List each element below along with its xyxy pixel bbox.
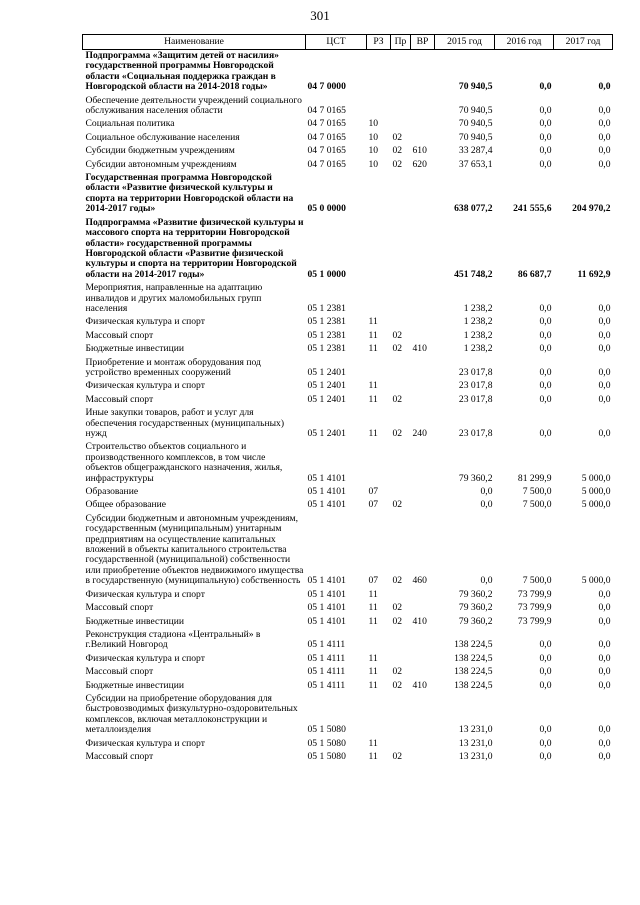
row-cst: 05 1 4101 — [307, 588, 346, 600]
row-value-2016: 0,0 — [539, 343, 552, 355]
row-vr — [411, 441, 435, 486]
row-cst: 04 7 0165 — [307, 131, 346, 143]
table-row — [83, 343, 613, 356]
table-row — [83, 738, 613, 751]
row-name: Физическая культура и спорт — [85, 380, 205, 392]
row-value-2017: 0,0 — [598, 366, 611, 378]
row-rz: 11 — [368, 393, 378, 405]
row-cst: 05 1 2381 — [307, 329, 346, 341]
row-name: Массовый спорт — [85, 329, 154, 341]
row-value-2016: 73 799,9 — [517, 615, 552, 627]
table-row — [83, 499, 613, 512]
row-cst: 05 1 0000 — [307, 268, 346, 280]
table-row — [83, 513, 613, 589]
row-name: Физическая культура и спорт — [85, 652, 205, 664]
row-cst: 05 1 5080 — [307, 750, 346, 762]
row-vr — [411, 132, 435, 145]
row-rz: 07 — [368, 486, 379, 498]
row-value-2017: 0,0 — [598, 118, 611, 130]
row-pr — [391, 357, 411, 381]
row-value-2015: 138 224,5 — [454, 679, 493, 691]
row-value-2016: 0,0 — [539, 393, 552, 405]
header-rz: РЗ — [367, 35, 391, 50]
row-value-2015: 33 287,4 — [458, 145, 493, 157]
row-rz: 10 — [368, 131, 379, 143]
table-row — [83, 118, 613, 131]
row-value-2015: 23 017,8 — [458, 393, 493, 405]
row-pr — [391, 50, 411, 95]
row-value-2017: 0,0 — [598, 679, 611, 691]
row-name: Субсидии бюджетным учреждениям — [85, 145, 235, 157]
row-value-2016: 0,0 — [539, 105, 552, 117]
row-value-2015: 37 653,1 — [458, 158, 493, 170]
header-2015: 2015 год — [435, 35, 495, 50]
row-pr — [391, 653, 411, 666]
row-value-2016: 81 299,9 — [517, 472, 552, 484]
table-row — [83, 282, 613, 316]
row-value-2016: 0,0 — [539, 750, 552, 762]
row-value-2017: 0,0 — [598, 615, 611, 627]
row-pr — [391, 486, 411, 499]
row-value-2016: 0,0 — [539, 316, 552, 328]
row-rz: 11 — [368, 602, 378, 614]
row-pr: 02 — [392, 602, 403, 614]
row-value-2016: 0,0 — [539, 329, 552, 341]
row-pr: 02 — [392, 158, 403, 170]
row-vr — [411, 50, 435, 95]
row-name: Государственная программа Новгородской области «Развитие физической культуры и спорта на территории Новгородской области на 2014-2017 годы» — [85, 172, 294, 215]
row-name: Приобретение и монтаж оборудования под устройство временных сооружений — [85, 356, 261, 378]
row-cst: 05 1 2381 — [307, 316, 346, 328]
row-name: Массовый спорт — [85, 750, 154, 762]
row-value-2017: 0,0 — [598, 724, 611, 736]
row-vr — [411, 653, 435, 666]
row-value-2017: 0,0 — [598, 145, 611, 157]
row-name: Общее образование — [85, 499, 167, 511]
row-cst: 05 1 4111 — [307, 666, 346, 678]
row-value-2017: 0,0 — [598, 639, 611, 651]
row-value-2015: 13 231,0 — [458, 737, 493, 749]
row-cst: 05 1 4111 — [307, 652, 346, 664]
row-value-2017: 0,0 — [598, 393, 611, 405]
row-rz: 11 — [368, 588, 378, 600]
row-value-2017: 0,0 — [598, 329, 611, 341]
row-value-2016: 7 500,0 — [522, 499, 552, 511]
table-row — [83, 486, 613, 499]
row-value-2017: 0,0 — [598, 343, 611, 355]
row-rz: 11 — [368, 615, 378, 627]
row-value-2017: 5 000,0 — [581, 486, 611, 498]
row-vr: 410 — [412, 343, 427, 355]
row-vr — [411, 217, 435, 282]
row-value-2017: 0,0 — [598, 666, 611, 678]
row-value-2017: 0,0 — [598, 652, 611, 664]
row-name: Социальное обслуживание населения — [85, 131, 240, 143]
table-row — [83, 217, 613, 282]
table-row — [83, 602, 613, 615]
row-rz: 11 — [368, 428, 378, 439]
row-name: Бюджетные инвестиции — [85, 679, 184, 691]
row-vr — [411, 380, 435, 393]
row-rz: 11 — [368, 380, 378, 392]
row-value-2015: 23 017,8 — [458, 428, 493, 439]
table-body — [83, 50, 613, 765]
row-cst: 05 1 4111 — [307, 639, 346, 651]
table-row — [83, 589, 613, 602]
row-value-2015: 79 360,2 — [458, 615, 493, 627]
row-vr — [411, 738, 435, 751]
row-name: Субсидии бюджетным и автономным учреждениям, государственным (муниципальным) унитарным предприятиям на осуществление капитальных вложений в объекты капитального строительства государственной (муниципальной) собственности или приобретение объектов недвижимого имущества в государственную (муниципальную) собственность — [85, 512, 304, 587]
row-value-2016: 7 500,0 — [522, 486, 552, 498]
row-value-2015: 70 940,5 — [458, 81, 493, 93]
row-vr: 610 — [412, 145, 427, 157]
row-vr — [411, 666, 435, 679]
row-name: Массовый спорт — [85, 666, 154, 678]
row-value-2017: 0,0 — [598, 428, 611, 439]
header-pr: Пр — [391, 35, 411, 50]
row-name: Подпрограмма «Защитим детей от насилия» государственной программы Новгородской области «Социальная поддержка граждан в Новгородской области на 2014-2018 годы» — [85, 50, 279, 93]
row-value-2017: 204 970,2 — [572, 203, 611, 215]
row-value-2016: 0,0 — [539, 366, 552, 378]
row-rz — [367, 629, 391, 653]
row-name: Бюджетные инвестиции — [85, 615, 184, 627]
row-pr: 02 — [392, 679, 403, 691]
row-value-2015: 79 360,2 — [458, 602, 493, 614]
row-pr — [391, 217, 411, 282]
table-row — [83, 680, 613, 693]
row-vr — [411, 629, 435, 653]
row-name: Физическая культура и спорт — [85, 588, 205, 600]
row-pr — [391, 693, 411, 738]
row-vr — [411, 330, 435, 343]
row-name: Бюджетные инвестиции — [85, 343, 184, 355]
row-cst: 05 1 4101 — [307, 615, 346, 627]
header-2017: 2017 год — [554, 35, 613, 50]
row-pr: 02 — [392, 615, 403, 627]
row-value-2017: 0,0 — [598, 588, 611, 600]
row-value-2017: 5 000,0 — [581, 499, 611, 511]
row-rz: 11 — [368, 750, 378, 762]
row-value-2015: 0,0 — [480, 575, 493, 587]
row-value-2016: 86 687,7 — [517, 268, 552, 280]
row-value-2015: 23 017,8 — [458, 380, 493, 392]
row-pr — [391, 738, 411, 751]
row-value-2015: 138 224,5 — [454, 652, 493, 664]
budget-table — [82, 34, 613, 764]
row-pr — [391, 95, 411, 119]
row-pr: 02 — [392, 575, 403, 587]
row-value-2016: 0,0 — [539, 428, 552, 439]
row-rz: 07 — [368, 575, 379, 587]
row-value-2015: 13 231,0 — [458, 750, 493, 762]
row-vr — [411, 693, 435, 738]
row-vr: 410 — [412, 615, 427, 627]
row-name: Физическая культура и спорт — [85, 737, 205, 749]
row-rz: 11 — [368, 679, 378, 691]
row-cst: 04 7 0165 — [307, 158, 346, 170]
table-row — [83, 407, 613, 441]
row-value-2016: 0,0 — [539, 737, 552, 749]
row-vr — [411, 316, 435, 329]
row-pr: 02 — [392, 428, 403, 439]
row-value-2016: 0,0 — [539, 666, 552, 678]
row-vr: 620 — [412, 158, 427, 170]
row-rz: 11 — [368, 329, 378, 341]
row-vr — [411, 357, 435, 381]
row-value-2015: 638 077,2 — [454, 203, 493, 215]
row-pr: 02 — [392, 343, 403, 355]
row-name: Мероприятия, направленные на адаптацию инвалидов и других маломобильных групп населения — [85, 282, 263, 314]
row-name: Строительство объектов социального и производственного комплексов, в том числе объектов общегражданского назначения, жилья, инфраструктуры — [85, 441, 283, 484]
row-cst: 05 1 2401 — [307, 428, 346, 439]
header-vr: ВР — [411, 35, 435, 50]
row-cst: 04 7 0165 — [307, 145, 346, 157]
row-value-2016: 0,0 — [539, 81, 552, 93]
table-row — [83, 380, 613, 393]
row-value-2017: 0,0 — [598, 316, 611, 328]
row-name: Реконструкция стадиона «Центральный» в г.Великий Новгород — [85, 628, 261, 651]
row-cst: 05 1 5080 — [307, 724, 346, 736]
row-name: Подпрограмма «Развитие физической культуры и массового спорта на территории Новгородской области» государственной программы Новгородской области «Развитие физической культуры и спорта на территории Новгородской области на 2014-2017 годы» — [85, 216, 304, 280]
row-value-2017: 0,0 — [598, 737, 611, 749]
row-name: Субсидии автономным учреждениям — [85, 158, 237, 170]
row-value-2016: 0,0 — [539, 118, 552, 130]
row-pr — [391, 118, 411, 131]
table-row — [83, 693, 613, 738]
row-vr — [411, 394, 435, 407]
row-rz — [367, 441, 391, 486]
row-value-2016: 0,0 — [539, 724, 552, 736]
row-rz — [367, 172, 391, 217]
table-row — [83, 145, 613, 158]
table-row — [83, 132, 613, 145]
row-pr — [391, 172, 411, 217]
table-row — [83, 330, 613, 343]
row-value-2017: 0,0 — [598, 158, 611, 170]
row-value-2016: 0,0 — [539, 679, 552, 691]
row-name: Массовый спорт — [85, 602, 154, 614]
row-value-2016: 0,0 — [539, 158, 552, 170]
row-rz: 11 — [368, 737, 378, 749]
row-rz — [367, 282, 391, 316]
row-value-2015: 13 231,0 — [458, 724, 493, 736]
table-row — [83, 172, 613, 217]
row-name: Обеспечение деятельности учреждений социального обслуживания населения области — [85, 94, 302, 117]
row-value-2016: 0,0 — [539, 302, 552, 314]
row-name: Образование — [85, 486, 139, 498]
table-row — [83, 394, 613, 407]
row-value-2017: 0,0 — [598, 380, 611, 392]
row-value-2017: 11 692,9 — [577, 268, 611, 280]
row-value-2015: 1 238,2 — [463, 302, 493, 314]
row-name: Массовый спорт — [85, 393, 154, 405]
header-2016: 2016 год — [495, 35, 554, 50]
row-value-2015: 79 360,2 — [458, 588, 493, 600]
row-value-2016: 73 799,9 — [517, 602, 552, 614]
row-value-2015: 1 238,2 — [463, 343, 493, 355]
row-vr — [411, 602, 435, 615]
row-pr: 02 — [392, 131, 403, 143]
table-row — [83, 653, 613, 666]
row-rz — [367, 693, 391, 738]
row-value-2017: 0,0 — [598, 81, 611, 93]
row-value-2015: 70 940,5 — [458, 131, 493, 143]
row-pr — [391, 316, 411, 329]
row-cst: 05 1 4101 — [307, 575, 346, 587]
table-row — [83, 159, 613, 172]
row-pr: 02 — [392, 393, 403, 405]
row-value-2017: 0,0 — [598, 602, 611, 614]
row-value-2016: 0,0 — [539, 145, 552, 157]
row-value-2015: 70 940,5 — [458, 118, 493, 130]
row-vr: 240 — [412, 428, 427, 439]
row-rz: 11 — [368, 652, 378, 664]
row-value-2017: 0,0 — [598, 302, 611, 314]
header-name: Наименование — [83, 35, 306, 50]
row-name: Физическая культура и спорт — [85, 316, 205, 328]
row-value-2015: 0,0 — [480, 486, 493, 498]
row-pr — [391, 441, 411, 486]
row-cst: 05 1 4111 — [307, 679, 346, 691]
row-vr — [411, 118, 435, 131]
row-vr: 460 — [412, 575, 427, 587]
row-value-2017: 0,0 — [598, 750, 611, 762]
row-value-2015: 0,0 — [480, 499, 493, 511]
row-value-2017: 0,0 — [598, 131, 611, 143]
table-row — [83, 50, 613, 95]
row-cst: 04 7 0165 — [307, 105, 346, 117]
row-cst: 04 7 0165 — [307, 118, 346, 130]
row-rz: 10 — [368, 118, 379, 130]
row-pr: 02 — [392, 499, 403, 511]
row-rz: 10 — [368, 145, 379, 157]
row-name: Социальная политика — [85, 118, 175, 130]
row-value-2015: 138 224,5 — [454, 666, 493, 678]
table-row — [83, 316, 613, 329]
row-vr — [411, 172, 435, 217]
row-rz — [367, 95, 391, 119]
table-row — [83, 666, 613, 679]
row-cst: 05 1 2381 — [307, 302, 346, 314]
row-value-2016: 0,0 — [539, 652, 552, 664]
row-vr — [411, 486, 435, 499]
row-vr — [411, 751, 435, 764]
header-cst: ЦСТ — [306, 35, 367, 50]
row-vr — [411, 589, 435, 602]
row-value-2016: 0,0 — [539, 639, 552, 651]
page-number: 301 — [310, 8, 330, 23]
row-vr — [411, 95, 435, 119]
table-row — [83, 441, 613, 486]
row-cst: 05 0 0000 — [307, 203, 346, 215]
row-pr — [391, 629, 411, 653]
row-cst: 05 1 5080 — [307, 737, 346, 749]
row-vr — [411, 499, 435, 512]
row-rz: 07 — [368, 499, 379, 511]
row-rz — [367, 217, 391, 282]
row-rz: 11 — [368, 666, 378, 678]
row-cst: 05 1 2381 — [307, 343, 346, 355]
row-name: Иные закупки товаров, работ и услуг для обеспечения государственных (муниципальных) нужд — [85, 407, 285, 439]
row-pr: 02 — [392, 329, 403, 341]
row-pr: 02 — [392, 145, 403, 157]
row-value-2017: 5 000,0 — [581, 575, 611, 587]
row-value-2016: 241 555,6 — [513, 203, 552, 215]
table-row — [83, 629, 613, 653]
row-rz — [367, 357, 391, 381]
row-cst: 05 1 4101 — [307, 602, 346, 614]
table-row — [83, 357, 613, 381]
table-header-row — [83, 35, 613, 50]
row-cst: 05 1 4101 — [307, 486, 346, 498]
row-vr — [411, 282, 435, 316]
row-cst: 04 7 0000 — [307, 81, 346, 93]
row-value-2017: 0,0 — [598, 105, 611, 117]
table-row — [83, 616, 613, 629]
row-value-2015: 1 238,2 — [463, 329, 493, 341]
row-value-2016: 0,0 — [539, 380, 552, 392]
row-pr — [391, 282, 411, 316]
row-value-2016: 7 500,0 — [522, 575, 552, 587]
row-vr: 410 — [412, 679, 427, 691]
row-rz: 11 — [368, 343, 378, 355]
row-value-2015: 79 360,2 — [458, 472, 493, 484]
table-row — [83, 751, 613, 764]
table-row — [83, 95, 613, 119]
row-rz — [367, 50, 391, 95]
row-value-2015: 138 224,5 — [454, 639, 493, 651]
row-cst: 05 1 4101 — [307, 472, 346, 484]
row-value-2016: 73 799,9 — [517, 588, 552, 600]
row-value-2015: 451 748,2 — [454, 268, 493, 280]
row-value-2015: 70 940,5 — [458, 105, 493, 117]
row-rz: 10 — [368, 158, 379, 170]
row-pr: 02 — [392, 666, 403, 678]
row-pr: 02 — [392, 750, 403, 762]
row-value-2016: 0,0 — [539, 131, 552, 143]
row-value-2015: 1 238,2 — [463, 316, 493, 328]
row-value-2015: 23 017,8 — [458, 366, 493, 378]
row-name: Субсидии на приобретение оборудования для быстровозводимых физкультурно-оздоровительных комплексов, включая металлоконструкции и металлоизделия — [85, 692, 298, 736]
row-pr — [391, 589, 411, 602]
row-pr — [391, 380, 411, 393]
row-cst: 05 1 2401 — [307, 366, 346, 378]
row-cst: 05 1 4101 — [307, 499, 346, 511]
row-value-2017: 5 000,0 — [581, 472, 611, 484]
row-rz: 11 — [368, 316, 378, 328]
row-cst: 05 1 2401 — [307, 380, 346, 392]
row-cst: 05 1 2401 — [307, 393, 346, 405]
